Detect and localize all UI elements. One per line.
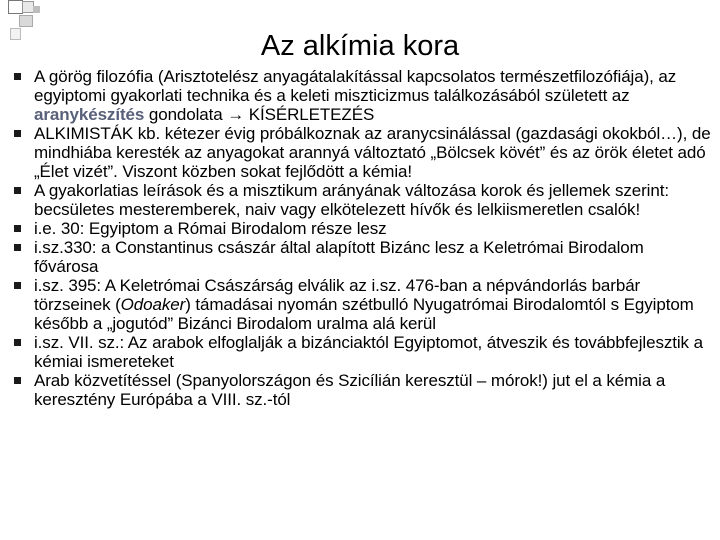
- bullet-text: ALKIMISTÁK kb. kétezer évig próbálkoznak az aranycsinálással (gazdasági okokból…), de mindhiába keresték az anyagokat arannyá változtató „Bölcsek kövét” és az örök életet adó „Élet vizét”. Viszont közben sokat fejlődött a kémia!: [34, 124, 711, 181]
- bullet-text: ) támadásai nyomán szétbulló Nyugatrómai Birodalomtól s Egyiptom később a „jogutód” Bizánci Birodalom uralma alá kerül: [34, 295, 694, 333]
- square-bullet-icon: [14, 339, 21, 346]
- bullet-item: [12, 181, 712, 219]
- bullet-item: [12, 371, 712, 409]
- bullet-text: i.sz. VII. sz.: Az arabok elfoglalják a bizánciaktól Egyiptomot, átveszik és továbbfejlesztik a kémiai ismereteket: [34, 333, 703, 371]
- bullet-text: i.e. 30: Egyiptom a Római Birodalom része lesz: [34, 219, 387, 238]
- bullet-text: i.sz. 395: A Keletrómai Császárság elválik az i.sz. 476-ban a népvándorlás barbár törzseinek (: [34, 276, 641, 314]
- square-bullet-icon: [14, 187, 21, 194]
- italic-term: Odoaker: [120, 295, 186, 314]
- bullet-text: A görög filozófia (Arisztotelész anyagátalakítással kapcsolatos természetfilozófiája), az egyiptomi gyakorlati technika és a keleti miszticizmus találkozásából született az: [34, 67, 677, 105]
- square-bullet-icon: [14, 73, 21, 80]
- deco-square: [8, 0, 23, 14]
- square-bullet-icon: [14, 282, 21, 289]
- bullet-item: [12, 219, 712, 238]
- square-bullet-icon: [14, 244, 21, 251]
- bullet-list: [12, 67, 712, 409]
- bullet-item: [12, 276, 712, 333]
- deco-square: [33, 6, 40, 13]
- bullet-text: i.sz.330: a Constantinus császár által alapított Bizánc lesz a Keletrómai Birodalom fővárosa: [34, 238, 644, 276]
- bullet-text: A gyakorlatias leírások és a misztikum arányának változása korok és jellemek szerint: becsületes mesteremberek, naiv vagy elkötelezett hívők és lelkiismeretlen csalók!: [34, 181, 669, 219]
- deco-square: [19, 15, 33, 27]
- slide-title: Az alkímia kora: [260, 30, 460, 62]
- bullet-item: [12, 67, 712, 124]
- bullet-text: Arab közvetítéssel (Spanyolországon és Szicílián keresztül – mórok!) jut el a kémia a keresztény Európába a VIII. sz.-tól: [34, 371, 666, 409]
- square-bullet-icon: [14, 377, 21, 384]
- bullet-text: gondolata → KÍSÉRLETEZÉS: [144, 105, 375, 124]
- square-bullet-icon: [14, 130, 21, 137]
- highlighted-term: aranykészítés: [34, 105, 145, 124]
- bullet-item: [12, 333, 712, 371]
- bullet-item: [12, 238, 712, 276]
- square-bullet-icon: [14, 225, 21, 232]
- bullet-item: [12, 124, 712, 181]
